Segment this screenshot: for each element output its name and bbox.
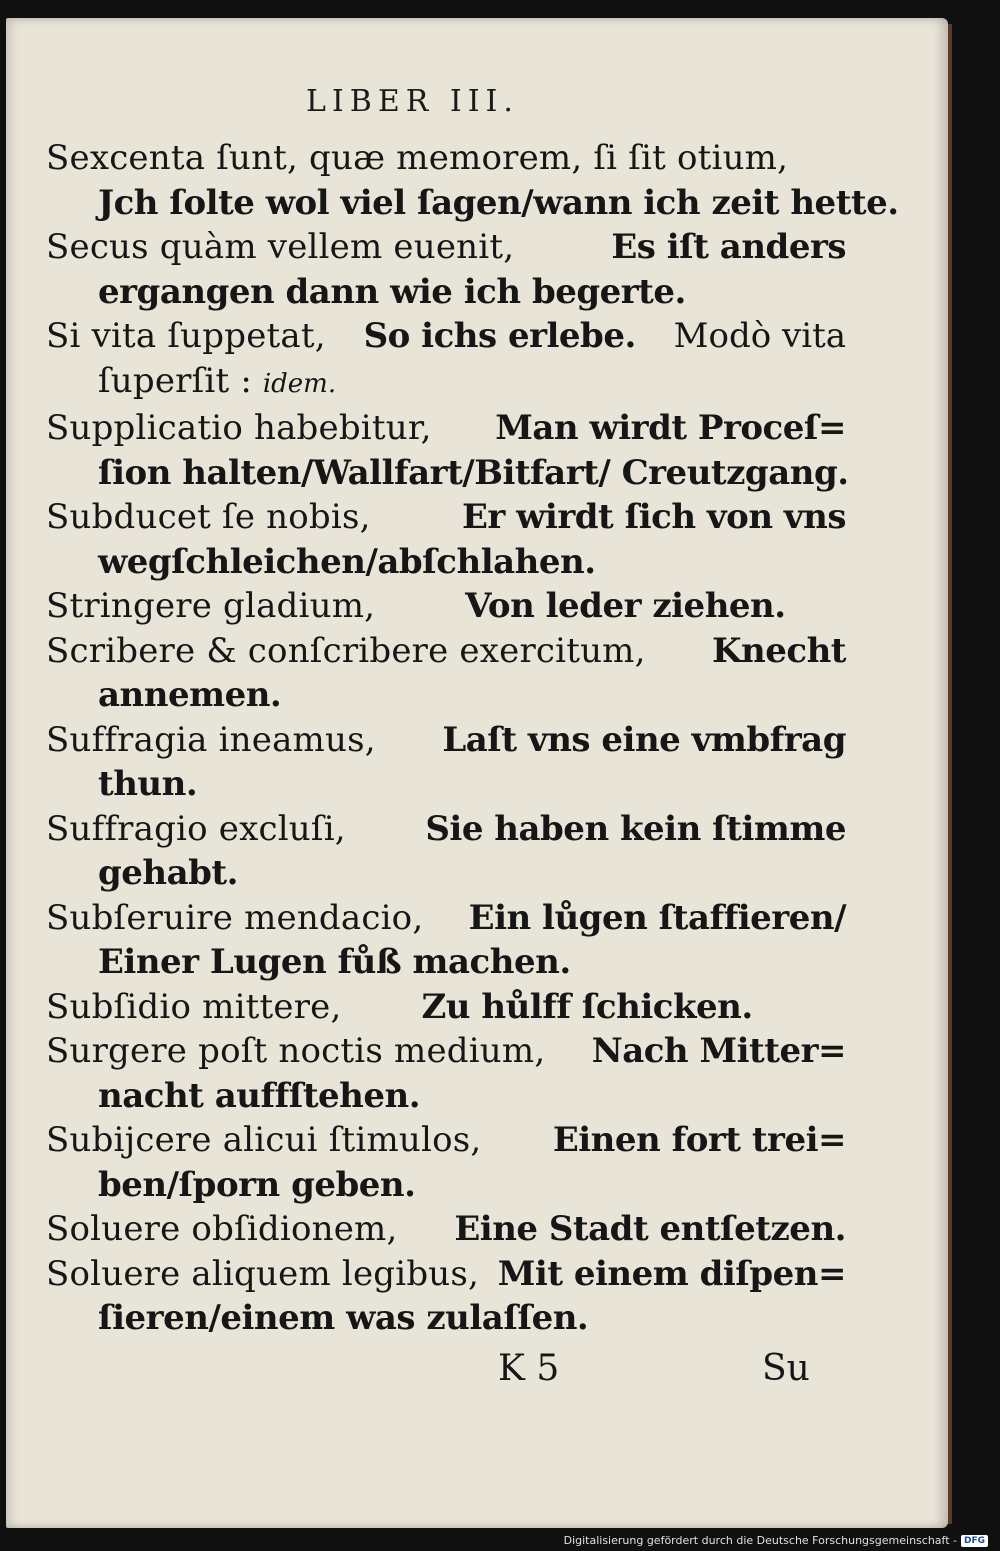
entry-line bbox=[46, 1074, 846, 1119]
phrase-entry bbox=[46, 629, 846, 718]
latin-phrase: Suffragio excluſi, bbox=[46, 808, 346, 849]
german-translation: Eine Stadt entſetzen. bbox=[454, 1209, 846, 1249]
german-translation: nacht auffſtehen. bbox=[98, 1075, 421, 1116]
phrase-entry bbox=[46, 1207, 846, 1252]
entry-line bbox=[46, 406, 846, 451]
latin-phrase: Subſeruire mendacio, bbox=[46, 897, 424, 938]
german-translation: Mit einem diſpen= bbox=[497, 1253, 846, 1294]
latin-phrase: Suffragia ineamus, bbox=[46, 719, 376, 760]
entry-line bbox=[46, 1118, 846, 1163]
entry-line bbox=[46, 270, 846, 315]
latin-phrase: Subſidio mittere, bbox=[46, 986, 342, 1027]
entry-line bbox=[46, 1029, 846, 1074]
latin-phrase: Sexcenta ſunt, quæ memorem, ſi ſit otium, bbox=[46, 138, 789, 178]
german-translation: Es iſt anders bbox=[611, 227, 846, 267]
latin-phrase: Subijcere alicui ſtimulos, bbox=[46, 1120, 482, 1160]
latin-phrase: Subducet ſe nobis, bbox=[46, 497, 371, 537]
german-translation: Knecht bbox=[711, 630, 846, 671]
entry-line bbox=[46, 1296, 846, 1341]
german-translation: Einen fort trei= bbox=[552, 1120, 846, 1160]
signature-mark: K 5 bbox=[498, 1348, 560, 1389]
german-translation: Zu hůlff ſchicken. bbox=[421, 986, 753, 1027]
phrase-entry bbox=[46, 225, 846, 314]
entry-line bbox=[46, 495, 846, 540]
german-translation: Laſt vns eine vmbfrag bbox=[442, 719, 846, 760]
entry-line bbox=[46, 1252, 846, 1297]
german-translation: ſieren/einem was zulaſſen. bbox=[98, 1298, 589, 1338]
entry-line bbox=[46, 540, 846, 585]
entry-line bbox=[46, 314, 846, 359]
phrase-entry bbox=[46, 1252, 846, 1341]
entry-line bbox=[46, 762, 846, 807]
entry-line bbox=[46, 181, 899, 226]
phrase-entry bbox=[46, 406, 849, 495]
phrase-entry bbox=[46, 718, 846, 807]
dictionary-entries bbox=[46, 136, 899, 1341]
latin-phrase: Soluere aliquem legibus, bbox=[46, 1253, 480, 1294]
german-translation: Ein lůgen ſtaffieren/ bbox=[468, 897, 846, 938]
latin-phrase: Soluere obſidionem, bbox=[46, 1209, 398, 1249]
latin-phrase: Si vita ſuppetat, bbox=[46, 316, 326, 356]
german-translation: Man wirdt Proceſ= bbox=[495, 408, 846, 448]
entry-line bbox=[46, 718, 846, 763]
phrase-entry bbox=[46, 495, 846, 584]
phrase-entry bbox=[46, 136, 899, 225]
phrase-entry bbox=[46, 896, 846, 985]
idem-note: idem. bbox=[262, 368, 337, 399]
digitization-credit bbox=[564, 1534, 988, 1547]
german-translation: So ichs erlebe. bbox=[363, 316, 636, 356]
latin-phrase: Modò vita bbox=[673, 316, 846, 356]
latin-phrase: Surgere poſt noctis medium, bbox=[46, 1031, 546, 1071]
entry-line bbox=[46, 629, 846, 674]
dfg-logo: DFG bbox=[961, 1535, 988, 1547]
entry-line bbox=[46, 1207, 846, 1252]
book-page bbox=[6, 18, 948, 1528]
german-translation: wegſchleichen/abſchlahen. bbox=[98, 541, 596, 582]
latin-phrase: Secus quàm vellem euenit, bbox=[46, 227, 515, 267]
entry-line bbox=[46, 985, 846, 1030]
entry-line bbox=[46, 359, 846, 407]
phrase-entry bbox=[46, 985, 846, 1030]
german-translation: ergangen dann wie ich begerte. bbox=[98, 271, 686, 312]
phrase-entry bbox=[46, 807, 846, 896]
latin-phrase: Supplicatio habebitur, bbox=[46, 408, 432, 448]
german-translation: ben/ſporn geben. bbox=[98, 1164, 416, 1205]
german-translation: Sie haben kein ſtimme bbox=[425, 808, 846, 849]
german-translation: Jch ſolte wol viel ſagen/wann ich zeit hette. bbox=[98, 182, 899, 223]
entry-line bbox=[46, 584, 846, 629]
phrase-entry bbox=[46, 584, 846, 629]
entry-line bbox=[46, 807, 846, 852]
german-translation: thun. bbox=[98, 764, 198, 804]
german-translation: Von leder ziehen. bbox=[465, 586, 786, 626]
german-translation: Einer Lugen fůß machen. bbox=[98, 942, 571, 982]
running-head: LIBER III. bbox=[306, 84, 519, 119]
german-translation: Er wirdt ſich von vns bbox=[462, 497, 846, 537]
entry-line bbox=[46, 1163, 846, 1208]
latin-phrase: Stringere gladium, bbox=[46, 586, 376, 626]
german-translation: Nach Mitter= bbox=[591, 1031, 846, 1071]
entry-line bbox=[46, 451, 849, 496]
german-translation: gehabt. bbox=[98, 853, 238, 893]
entry-line bbox=[46, 940, 846, 985]
phrase-entry bbox=[46, 314, 846, 406]
phrase-entry bbox=[46, 1118, 846, 1207]
entry-line bbox=[46, 851, 846, 896]
entry-line bbox=[46, 673, 846, 718]
catchword: Su bbox=[762, 1348, 810, 1389]
phrase-entry bbox=[46, 1029, 846, 1118]
page-edge bbox=[948, 24, 952, 1524]
entry-line bbox=[46, 136, 846, 181]
german-translation: annemen. bbox=[98, 675, 282, 715]
digitization-note: Digitalisierung gefördert durch die Deutsche Forschungsgemeinschaft - bbox=[563, 1534, 957, 1547]
entry-line bbox=[46, 896, 846, 941]
latin-phrase: Scribere & conſcribere exercitum, bbox=[46, 630, 646, 671]
german-translation: ſion halten/Wallfart/Bitfart/ Creutzgang. bbox=[98, 452, 849, 493]
latin-phrase: ſuperſit : bbox=[98, 360, 253, 401]
entry-line bbox=[46, 225, 846, 270]
